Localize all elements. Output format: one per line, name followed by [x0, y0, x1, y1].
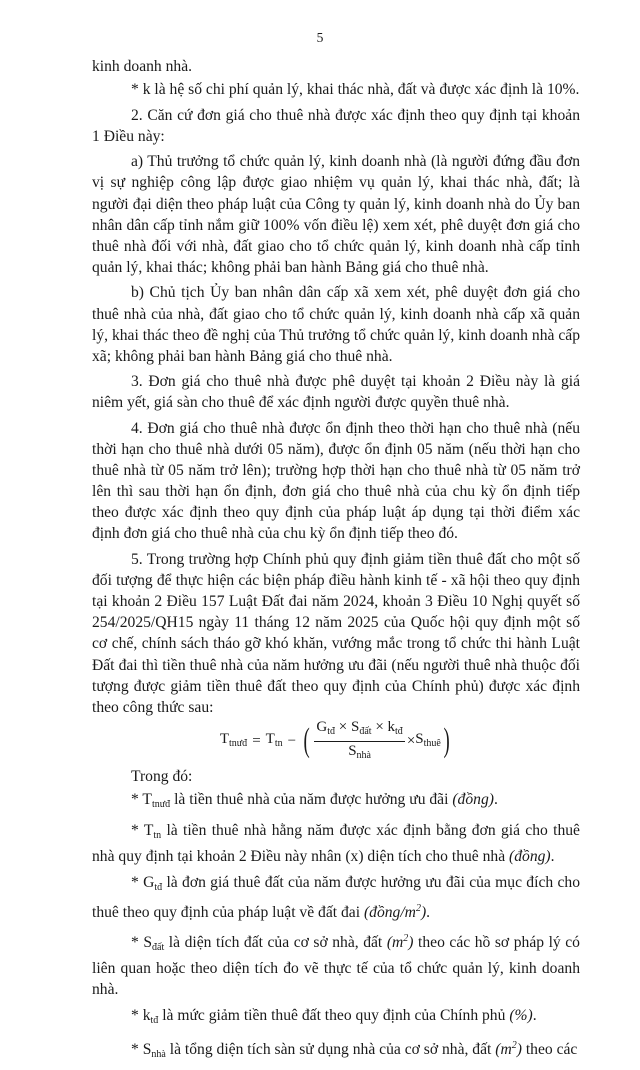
paragraph-clause-2: 2. Căn cứ đơn giá cho thuê nhà được xác định theo quy định tại khoản 1 Điều này:	[92, 106, 580, 145]
definition-t-tnud: * $T_{tnưđ}$ là tiền thuê nhà của năm được hưởng ưu đãi (đồng).	[131, 791, 498, 811]
definition-s-dat: * $S_{đất}$ là diện tích đất của cơ sở nhà, đất $(m^2)$ theo các hồ sơ pháp lý có liên quan hoặc theo diện tích đo vẽ thực tế của tổ chức quản lý, kinh doanh nhà.	[92, 932, 580, 998]
formula-right-paren: )	[443, 722, 450, 760]
page-number: 5	[316, 30, 324, 45]
formula-times: ×	[406, 732, 416, 749]
document-body	[92, 56, 580, 1070]
fraction-denominator: $S_{nhà}$	[348, 742, 371, 761]
paragraph-clause-4: 4. Đơn giá cho thuê nhà được ổn định theo thời hạn cho thuê nhà (nếu thời hạn cho thuê nhà dưới 05 năm), được ổn định 05 năm (nếu thời hạn cho thuê nhà từ 05 năm trở lên); trường hợp thời hạn cho thuê nhà từ 05 năm trở lên thì sau thời hạn ổn định, đơn giá cho thuê nhà của chu kỳ ổn định tiếp theo được xác định theo quy định của pháp luật áp dụng tại thời điểm xác định đơn giá cho thuê nhà của chu kỳ ổn định tiếp theo đó.	[92, 420, 580, 543]
paragraph-clause-5: 5. Trong trường hợp Chính phủ quy định giảm tiền thuê đất cho một số đối tượng để thực hiện các biện pháp điều hành kinh tế - xã hội theo quy định tại khoản 2 Điều 157 Luật Đất đai năm 2024, khoản 3 Điều 10 Nghị quyết số 254/2025/QH15 ngày 11 tháng 12 năm 2025 của Quốc hội quy định một số cơ chế, chính sách tháo gỡ khó khăn, vướng mắc trong tổ chức thi hành Luật Đất đai thì tiền thuê nhà của năm hưởng ưu đãi (nếu người thuê nhà thuộc đối tượng được giảm tiền thuê đất theo quy định của Chính phủ) được xác định theo công thức sau:	[92, 551, 580, 716]
definition-s-nha: * $S_{nhà}$ là tổng diện tích sàn sử dụng nhà của cơ sở nhà, đất $(m^2)$ theo các	[131, 1040, 578, 1061]
formula-t: $T_{tn}$	[265, 730, 283, 749]
formula-lhs: $T_{tnưđ}$	[219, 730, 248, 749]
paragraph-clause-2a: a) Thủ trưởng tổ chức quản lý, kinh doanh nhà (là người đứng đầu đơn vị sự nghiệp công lập được giao nhiệm vụ quản lý, khai thác nhà, đất; là người đại diện theo pháp luật của Công ty quản lý, kinh doanh nhà do Ủy ban nhân dân cấp tỉnh nắm giữ 100% vốn điều lệ) xem xét, phê duyệt đơn giá cho thuê nhà đối với nhà, đất giao cho tổ chức quản lý, kinh doanh nhà cấp tỉnh quản lý, khai thác; không phải ban hành Bảng giá cho thuê nhà.	[92, 153, 580, 276]
paragraph-continuation: kinh doanh nhà.	[92, 58, 193, 75]
definition-g-td: * $G_{tđ}$ là đơn giá thuê đất của năm được hưởng ưu đãi của mục đích cho thuê theo quy định của pháp luật về đất đai $(đồng/m^2)$.	[92, 873, 580, 921]
formula-left-paren: (	[303, 722, 310, 760]
paragraph-k-coefficient: * k là hệ số chi phí quản lý, khai thác nhà, đất và được xác định là 10%.	[131, 81, 580, 99]
formula-s-thue: $S_{thuê}$	[415, 730, 441, 749]
definition-k-td: * $k_{tđ}$ là mức giảm tiền thuê đất theo quy định của Chính phủ (%).	[131, 1006, 537, 1026]
paragraph-clause-3: 3. Đơn giá cho thuê nhà được phê duyệt tại khoản 2 Điều này là giá niêm yết, giá sàn cho thuê để xác định người được quyền thuê nhà.	[92, 373, 580, 412]
formula-fraction	[314, 719, 404, 764]
formula-minus: −	[287, 732, 297, 749]
paragraph-clause-2b: b) Chủ tịch Ủy ban nhân dân cấp xã xem xét, phê duyệt đơn giá cho thuê nhà của nhà, đất giao cho tổ chức quản lý, kinh doanh nhà cấp xã quản lý, khai thác theo đề nghị của Thủ trưởng tổ chức quản lý, kinh doanh nhà cấp xã; không phải ban hành Bảng giá cho thuê nhà.	[92, 284, 580, 365]
formula-equals: =	[252, 732, 261, 749]
fraction-numerator: $G_{tđ} \times S_{đất} \times k_{tđ}$	[314, 719, 404, 742]
rent-formula	[92, 718, 580, 761]
definition-t-tn: * $T_{tn}$ là tiền thuê nhà hằng năm được xác định bằng đơn giá cho thuê nhà quy định tại khoản 2 Điều này nhân (x) diện tích cho thuê nhà (đồng).	[92, 822, 580, 866]
paragraph-where: Trong đó:	[131, 768, 193, 786]
